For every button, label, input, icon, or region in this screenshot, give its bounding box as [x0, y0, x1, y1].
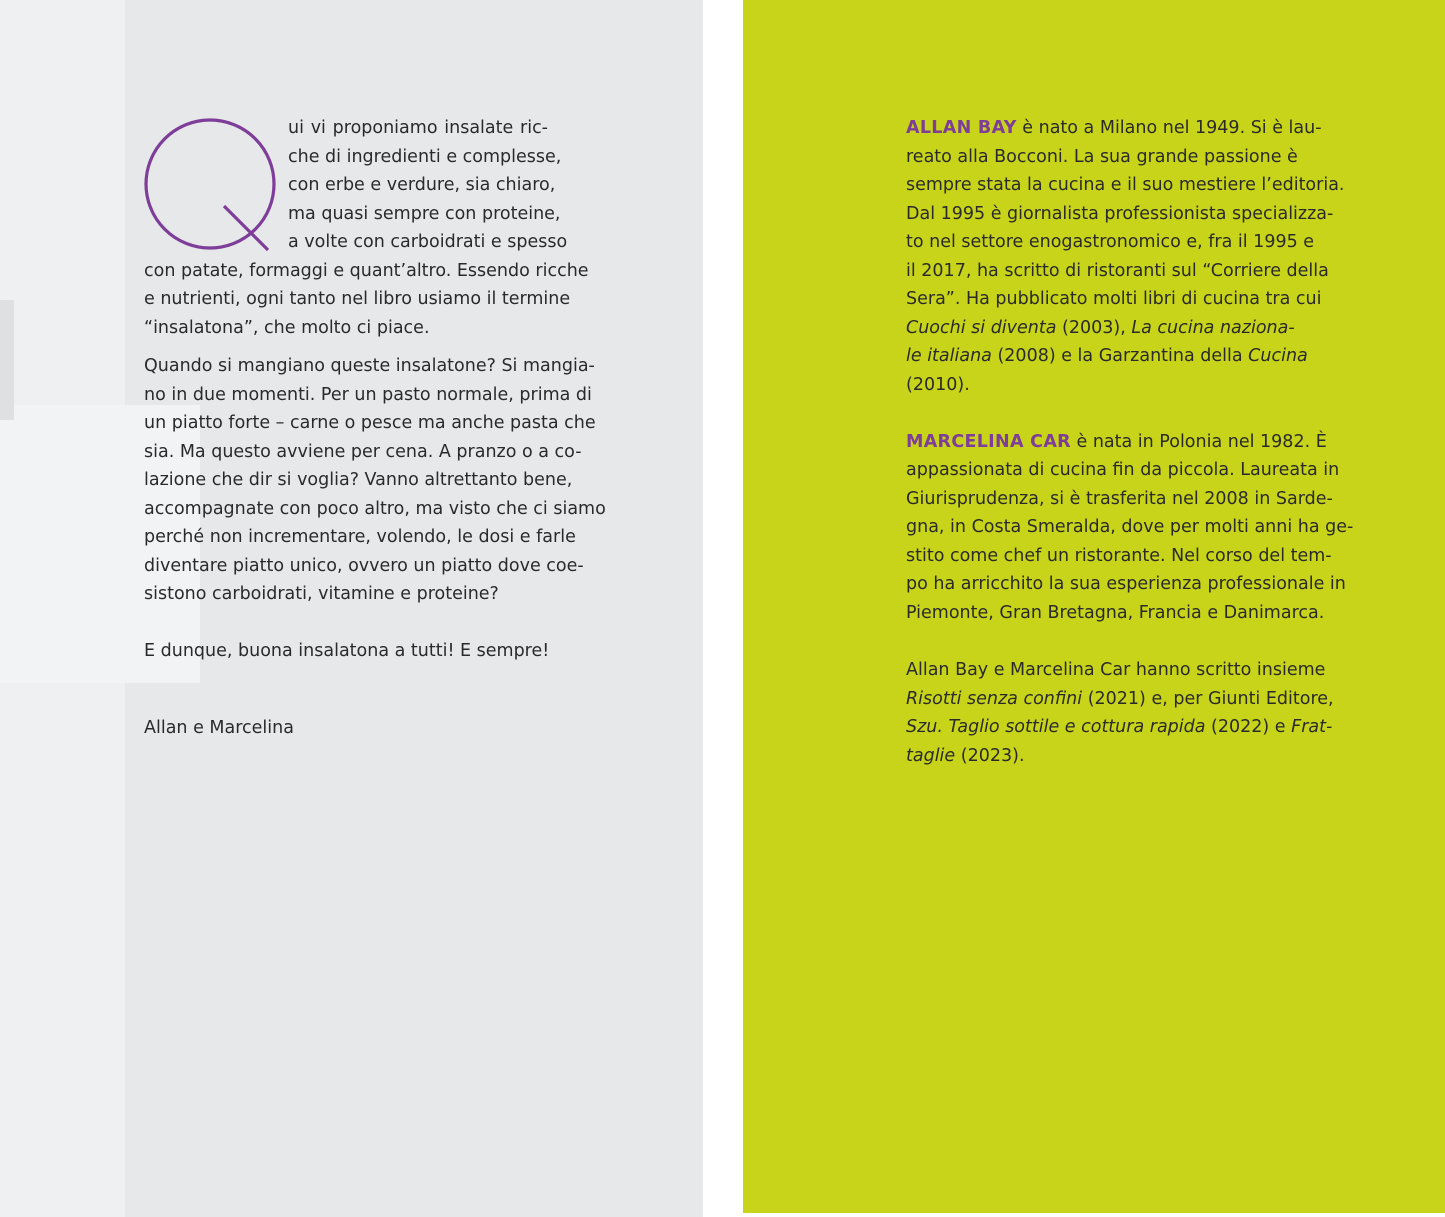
text-line: lazione che dir si voglia? Vanno altrettanto bene, [144, 470, 573, 490]
bio-line: stito come chef un ristorante. Nel corso del tem- [906, 546, 1332, 566]
bio-line: to nel settore enogastronomico e, fra il 1995 e [906, 232, 1315, 252]
text-line: ma quasi sempre con proteine, [288, 204, 561, 224]
bio-line: Cuochi si diventa (2003), La cucina naziona- [906, 318, 1295, 338]
signature: Allan e Marcelina [144, 718, 294, 738]
text-line: un piatto forte – carne o pesce ma anche pasta che [144, 413, 596, 433]
text-line: sistono carboidrati, vitamine e proteine? [144, 584, 499, 604]
right-page [743, 0, 1445, 1213]
text-line: che di ingredienti e complesse, [288, 147, 562, 167]
text-line: accompagnate con poco altro, ma visto che ci siamo [144, 499, 606, 519]
page-edge-shadow [0, 300, 14, 420]
bio-line: (2010). [906, 375, 970, 395]
bio-line: il 2017, ha scritto di ristoranti sul “Corriere della [906, 261, 1329, 281]
closing-line: E dunque, buona insalatona a tutti! E sempre! [144, 641, 550, 661]
text-line: perché non incrementare, volendo, le dosi e farle [144, 527, 576, 547]
bio-line: ALLAN BAY è nato a Milano nel 1949. Si è lau- [906, 118, 1322, 138]
bio-line: Sera”. Ha pubblicato molti libri di cucina tra cui [906, 289, 1322, 309]
author-name-marcelina-car: MARCELINA CAR [906, 432, 1071, 452]
left-page [0, 0, 703, 1217]
bio-line: le italiana (2008) e la Garzantina della Cucina [906, 346, 1308, 366]
bio-line: taglie (2023). [906, 746, 1025, 766]
bio-line: MARCELINA CAR è nata in Polonia nel 1982. È [906, 432, 1327, 452]
bio-line: gna, in Costa Smeralda, dove per molti anni ha ge- [906, 517, 1354, 537]
bio-line: Giurisprudenza, si è trasferita nel 2008 in Sarde- [906, 489, 1333, 509]
text-line: con erbe e verdure, sia chiaro, [288, 175, 556, 195]
author-name-allan-bay: ALLAN BAY [906, 118, 1017, 138]
bio-line: Dal 1995 è giornalista professionista specializza- [906, 204, 1334, 224]
bio-line: Piemonte, Gran Bretagna, Francia e Danimarca. [906, 603, 1325, 623]
text-line: “insalatona”, che molto ci piace. [144, 318, 430, 338]
bio-line: Risotti senza confini (2021) e, per Giunti Editore, [906, 689, 1334, 709]
text-line: a volte con carboidrati e spesso [288, 232, 568, 252]
bio-line: Szu. Taglio sottile e cottura rapida (2022) e Frat- [906, 717, 1333, 737]
text-line: Quando si mangiano queste insalatone? Si mangia- [144, 356, 595, 376]
text-line: diventare piatto unico, ovvero un piatto dove coe- [144, 556, 584, 576]
text-line: ui vi proponiamo insalate ric- [288, 118, 548, 138]
text-line: con patate, formaggi e quant’altro. Essendo ricche [144, 261, 589, 281]
text-line: no in due momenti. Per un pasto normale, prima di [144, 385, 592, 405]
bio-line: po ha arricchito la sua esperienza professionale in [906, 574, 1346, 594]
bio-line: appassionata di cucina fin da piccola. Laureata in [906, 460, 1340, 480]
bio-line: sempre stata la cucina e il suo mestiere l’editoria. [906, 175, 1345, 195]
drop-cap-q [140, 114, 282, 256]
bio-line: Allan Bay e Marcelina Car hanno scritto insieme [906, 660, 1326, 680]
text-line: e nutrienti, ogni tanto nel libro usiamo il termine [144, 289, 571, 309]
text-line: sia. Ma questo avviene per cena. A pranzo o a co- [144, 442, 582, 462]
bio-line: reato alla Bocconi. La sua grande passione è [906, 147, 1298, 167]
